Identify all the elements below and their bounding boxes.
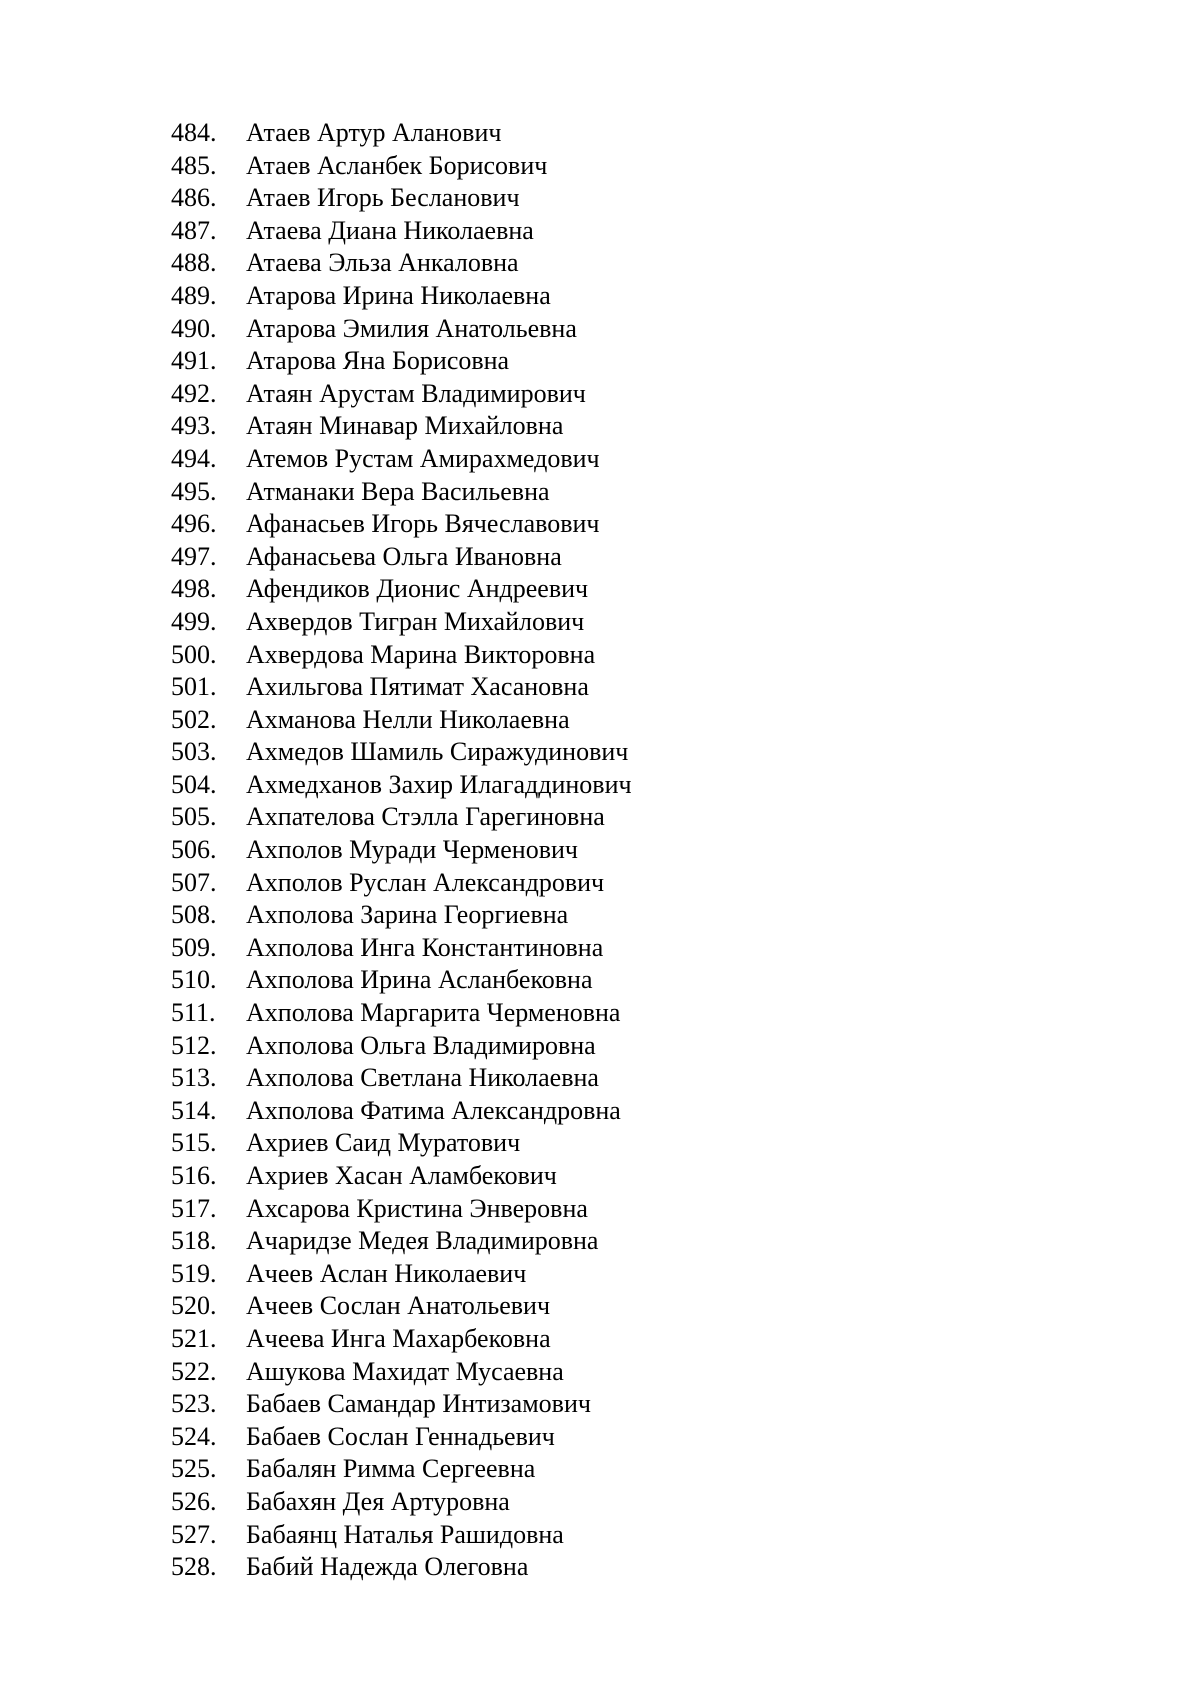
list-item [171, 378, 632, 411]
list-item [171, 476, 632, 509]
entry-number: 493. [171, 411, 217, 441]
entry-number: 495. [171, 476, 217, 506]
list-item [171, 801, 632, 834]
entry-number: 506. [171, 835, 217, 865]
list-item [171, 867, 632, 900]
entry-number: 489. [171, 280, 217, 310]
list-item [171, 1193, 632, 1226]
list-item [171, 508, 632, 541]
entry-number: 504. [171, 769, 217, 799]
list-item [171, 150, 632, 183]
list-item [171, 1421, 632, 1454]
list-item [171, 704, 632, 737]
list-item [171, 313, 632, 346]
list-item [171, 117, 632, 150]
entry-name: Ахмедов Шамиль Сиражудинович [246, 737, 629, 767]
entry-number: 490. [171, 313, 217, 343]
entry-number: 487. [171, 215, 217, 245]
list-item [171, 899, 632, 932]
entry-name: Атаев Игорь Бесланович [246, 183, 520, 213]
entry-number: 521. [171, 1323, 217, 1353]
entry-name: Бабаев Сослан Геннадьевич [246, 1421, 555, 1451]
entry-name: Ахполова Зарина Георгиевна [246, 900, 569, 930]
entry-name: Бабий Надежда Олеговна [246, 1552, 529, 1582]
entry-name: Атаев Асланбек Борисович [246, 150, 548, 180]
entry-number: 518. [171, 1226, 217, 1256]
entry-name: Ахвердова Марина Викторовна [246, 639, 596, 669]
entry-number: 528. [171, 1552, 217, 1582]
list-item [171, 541, 632, 574]
entry-name: Ачеев Аслан Николаевич [246, 1258, 527, 1288]
entry-name: Атманаки Вера Васильевна [246, 476, 550, 506]
list-item [171, 736, 632, 769]
entry-number: 500. [171, 639, 217, 669]
entry-number: 502. [171, 704, 217, 734]
entry-name: Афендиков Дионис Андреевич [246, 574, 589, 604]
entry-number: 488. [171, 248, 217, 278]
entry-name: Атаян Минавар Михайловна [246, 411, 564, 441]
list-item [171, 1258, 632, 1291]
list-item [171, 1160, 632, 1193]
name-list [171, 117, 632, 1584]
entry-number: 498. [171, 574, 217, 604]
list-item [171, 932, 632, 965]
entry-number: 484. [171, 118, 217, 147]
entry-name: Атаев Артур Аланович [246, 118, 502, 147]
entry-number: 523. [171, 1389, 217, 1419]
entry-number: 507. [171, 867, 217, 897]
list-item [171, 1323, 632, 1356]
entry-name: Ачаридзе Медея Владимировна [246, 1226, 599, 1256]
entry-name: Ахполова Ольга Владимировна [246, 1030, 596, 1060]
entry-name: Ахполов Муради Черменович [246, 835, 578, 865]
list-item [171, 769, 632, 802]
list-item [171, 280, 632, 313]
list-item [171, 1225, 632, 1258]
list-item [171, 1551, 632, 1584]
entry-name: Ахполова Маргарита Черменовна [246, 998, 621, 1028]
list-item [171, 1290, 632, 1323]
entry-number: 486. [171, 183, 217, 213]
entry-number: 501. [171, 672, 217, 702]
list-item [171, 1486, 632, 1519]
entry-name: Ахильгова Пятимат Хасановна [246, 672, 589, 702]
entry-name: Ачеев Сослан Анатольевич [246, 1291, 551, 1321]
list-item [171, 1519, 632, 1552]
list-item [171, 1095, 632, 1128]
entry-number: 496. [171, 509, 217, 539]
entry-number: 516. [171, 1161, 217, 1190]
entry-number: 499. [171, 606, 217, 636]
list-item [171, 247, 632, 280]
list-item [171, 215, 632, 248]
entry-number: 485. [171, 150, 217, 180]
entry-name: Ахполова Инга Константиновна [246, 932, 604, 962]
list-item [171, 1127, 632, 1160]
list-item [171, 1030, 632, 1063]
list-item [171, 671, 632, 704]
entry-name: Ахриев Хасан Аламбекович [246, 1161, 557, 1190]
list-item [171, 639, 632, 672]
list-item [171, 606, 632, 639]
entry-number: 525. [171, 1454, 217, 1484]
entry-name: Ахвердов Тигран Михайлович [246, 606, 585, 636]
list-item [171, 1453, 632, 1486]
entry-name: Ахполова Ирина Асланбековна [246, 965, 593, 995]
entry-number: 517. [171, 1193, 217, 1223]
entry-number: 494. [171, 443, 217, 473]
entry-name: Атемов Рустам Амирахмедович [246, 443, 600, 473]
entry-name: Атаева Эльза Анкаловна [246, 248, 519, 278]
entry-number: 512. [171, 1030, 217, 1060]
entry-number: 511. [171, 998, 216, 1028]
entry-name: Атаева Диана Николаевна [246, 215, 534, 245]
entry-name: Ахриев Саид Муратович [246, 1128, 521, 1158]
entry-number: 526. [171, 1486, 217, 1516]
entry-number: 503. [171, 737, 217, 767]
entry-name: Атарова Эмилия Анатольевна [246, 313, 577, 343]
entry-number: 515. [171, 1128, 217, 1158]
list-item [171, 410, 632, 443]
entry-number: 522. [171, 1356, 217, 1386]
entry-name: Ахманова Нелли Николаевна [246, 704, 570, 734]
entry-name: Ахполов Руслан Александрович [246, 867, 605, 897]
entry-name: Бабаянц Наталья Рашидовна [246, 1519, 564, 1549]
entry-number: 520. [171, 1291, 217, 1321]
entry-number: 508. [171, 900, 217, 930]
entry-name: Атарова Ирина Николаевна [246, 280, 551, 310]
list-item [171, 182, 632, 215]
list-item [171, 573, 632, 606]
entry-name: Бабалян Римма Сергеевна [246, 1454, 536, 1484]
entry-name: Бабаев Самандар Интизамович [246, 1389, 591, 1419]
list-item [171, 443, 632, 476]
entry-number: 505. [171, 802, 217, 832]
entry-name: Афанасьев Игорь Вячеславович [246, 509, 600, 539]
entry-name: Ашукова Махидат Мусаевна [246, 1356, 564, 1386]
entry-number: 510. [171, 965, 217, 995]
entry-name: Ахсарова Кристина Энверовна [246, 1193, 588, 1223]
list-item [171, 345, 632, 378]
list-item [171, 1388, 632, 1421]
entry-name: Атарова Яна Борисовна [246, 346, 510, 376]
entry-number: 513. [171, 1063, 217, 1093]
entry-number: 527. [171, 1519, 217, 1549]
entry-number: 497. [171, 541, 217, 571]
entry-number: 509. [171, 932, 217, 962]
entry-name: Атаян Арустам Владимирович [246, 378, 586, 408]
entry-name: Афанасьева Ольга Ивановна [246, 541, 562, 571]
entry-name: Бабахян Дея Артуровна [246, 1486, 510, 1516]
entry-name: Ахпателова Стэлла Гарегиновна [246, 802, 605, 832]
list-item [171, 834, 632, 867]
entry-name: Ахмедханов Захир Илагаддинович [246, 769, 632, 799]
entry-name: Ахполова Фатима Александровна [246, 1095, 621, 1125]
entry-number: 491. [171, 346, 217, 376]
entry-number: 492. [171, 378, 217, 408]
entry-number: 519. [171, 1258, 217, 1288]
entry-name: Ахполова Светлана Николаевна [246, 1063, 599, 1093]
list-item [171, 964, 632, 997]
list-item [171, 1062, 632, 1095]
entry-number: 524. [171, 1421, 217, 1451]
list-item [171, 1356, 632, 1389]
list-item [171, 997, 632, 1030]
entry-name: Ачеева Инга Махарбековна [246, 1323, 551, 1353]
entry-number: 514. [171, 1095, 217, 1125]
